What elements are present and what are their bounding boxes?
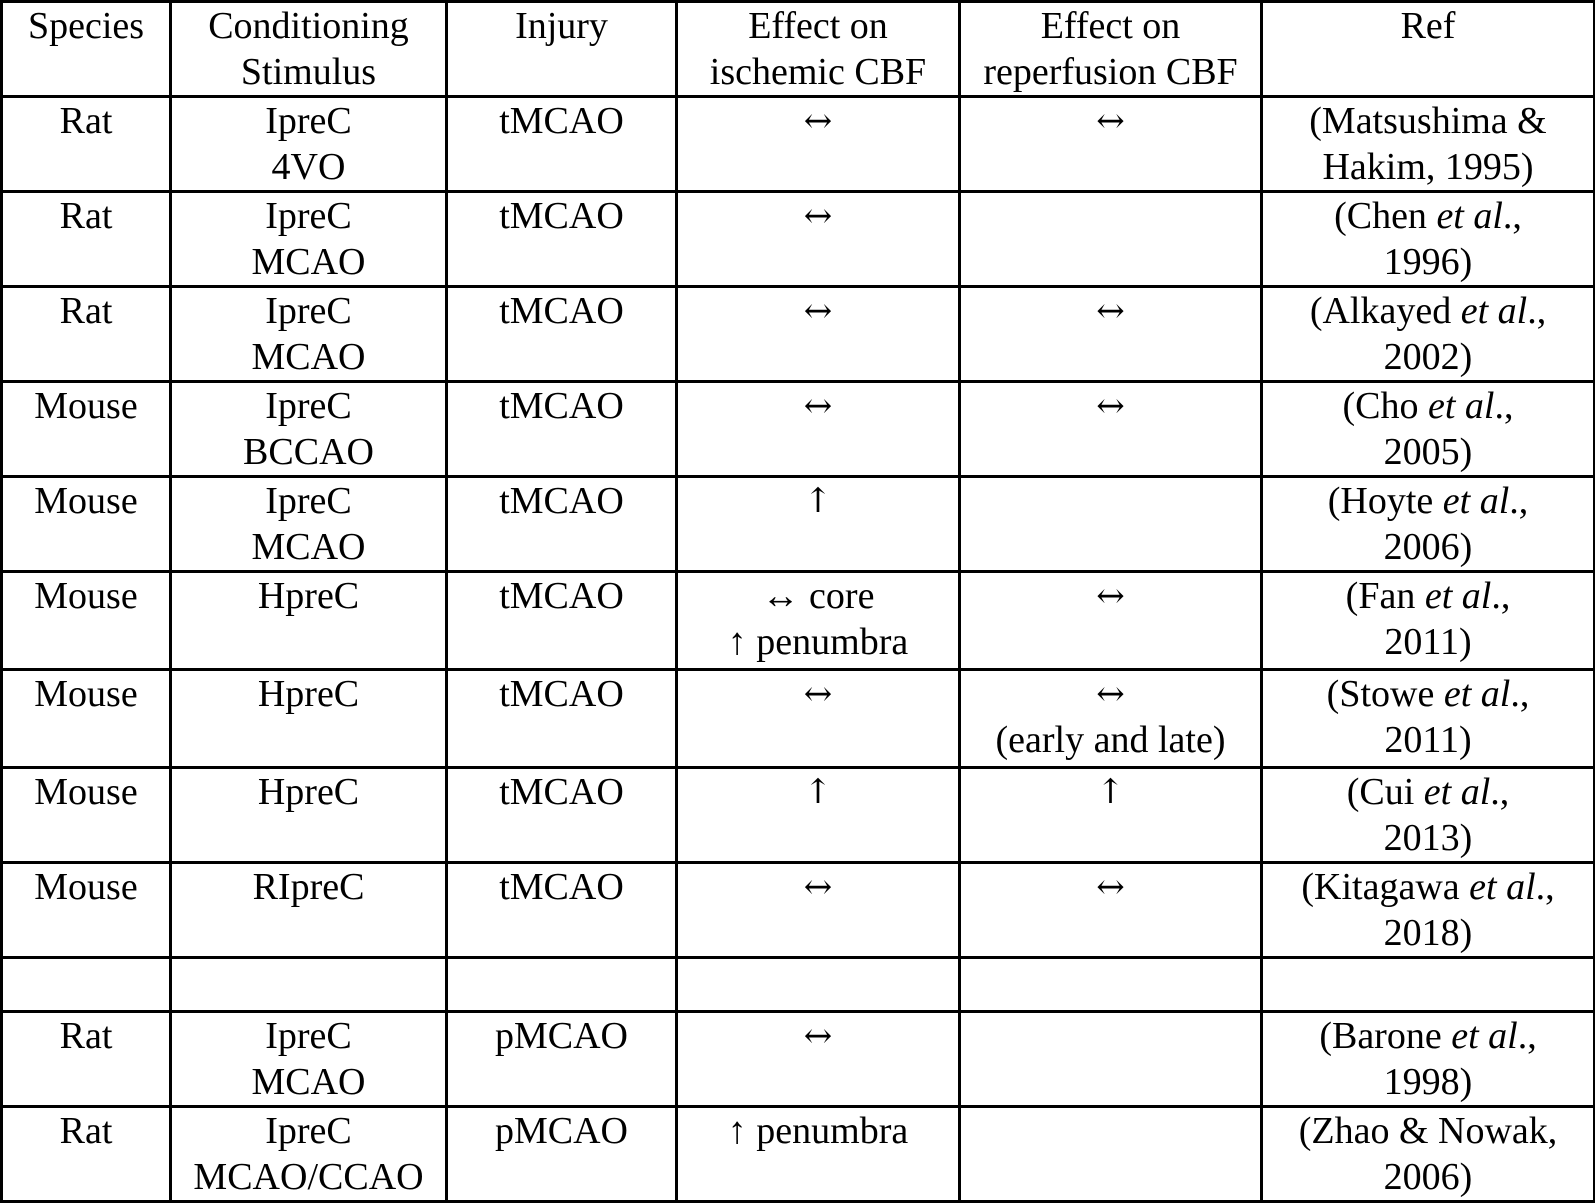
cell-ref	[1262, 382, 1595, 477]
ref-line-1	[1267, 1108, 1589, 1154]
cell-ischemic-cbf	[677, 863, 960, 958]
cell-line: tMCAO	[499, 385, 624, 427]
cell-line: ↔	[803, 1016, 833, 1056]
cell-ref	[1262, 572, 1595, 670]
ref-authors: (Kitagawa	[1301, 866, 1470, 908]
ref-line-1	[1267, 288, 1589, 334]
header-row	[2, 2, 1595, 97]
cell-line: tMCAO	[499, 575, 624, 617]
cell-line: Mouse	[34, 673, 138, 715]
cell-reperfusion-cbf	[960, 382, 1262, 477]
table-row	[2, 958, 1595, 1012]
ref-punct: .,	[1490, 771, 1510, 813]
ref-authors: (Alkayed	[1309, 290, 1461, 332]
cell-line: Mouse	[34, 385, 138, 427]
ref-line-1	[1267, 98, 1589, 144]
cell-ref	[1262, 477, 1595, 572]
cell-reperfusion-cbf	[960, 958, 1262, 1012]
table-row	[2, 863, 1595, 958]
cell-ischemic-cbf	[677, 97, 960, 192]
cell-line: tMCAO	[499, 100, 624, 142]
cell-line: pMCAO	[494, 1015, 629, 1057]
cell-ref	[1262, 287, 1595, 382]
cell-species	[2, 1107, 171, 1202]
ref-line-2: 2013)	[1383, 817, 1473, 859]
ref-et-al: et al	[1428, 385, 1495, 427]
ref-et-al: et al	[1424, 575, 1492, 617]
cell-line: Rat	[59, 1110, 113, 1152]
cell-ischemic-cbf	[677, 287, 960, 382]
header-line: Effect on	[1040, 5, 1181, 47]
cell-line: tMCAO	[499, 866, 624, 908]
header-reperfusion-cbf	[960, 2, 1262, 97]
ref-line-2: 2002)	[1383, 336, 1473, 378]
table-row	[2, 192, 1595, 287]
ref-punct: .,	[1494, 385, 1514, 427]
ref-line-1	[1267, 1013, 1589, 1059]
cell-line: MCAO	[251, 526, 366, 568]
ref-authors: (Matsushima &	[1309, 100, 1547, 142]
ref-authors: (Cho	[1342, 385, 1428, 427]
cell-ref	[1262, 863, 1595, 958]
cell-injury	[447, 670, 677, 768]
cell-reperfusion-cbf	[960, 572, 1262, 670]
cell-injury	[447, 1012, 677, 1107]
cell-line: tMCAO	[499, 771, 624, 813]
ref-punct: .,	[1491, 575, 1511, 617]
header-ischemic-cbf	[677, 2, 960, 97]
cell-stimulus	[171, 1107, 447, 1202]
cell-injury	[447, 768, 677, 863]
cell-injury	[447, 477, 677, 572]
cell-species	[2, 863, 171, 958]
cell-stimulus	[171, 1012, 447, 1107]
header-injury	[447, 2, 677, 97]
cell-ref	[1262, 958, 1595, 1012]
cell-line: ↔	[803, 867, 833, 907]
header-species	[2, 2, 171, 97]
cell-line: IpreC	[265, 1110, 352, 1152]
ref-line-1	[1267, 383, 1589, 429]
cell-stimulus	[171, 572, 447, 670]
cell-stimulus	[171, 382, 447, 477]
cell-line: Rat	[59, 290, 113, 332]
cell-line: IpreC	[265, 1015, 352, 1057]
cell-line: HpreC	[257, 673, 360, 715]
table-row	[2, 97, 1595, 192]
header-line: Injury	[515, 5, 608, 47]
cell-stimulus	[171, 287, 447, 382]
cell-injury	[447, 1107, 677, 1202]
cell-species	[2, 958, 171, 1012]
ref-line-2: Hakim, 1995)	[1322, 146, 1534, 188]
cell-line: IpreC	[265, 195, 352, 237]
cell-line: HpreC	[257, 771, 360, 813]
cell-line: Mouse	[34, 575, 138, 617]
cell-ischemic-cbf	[677, 192, 960, 287]
ref-punct: .,	[1510, 673, 1530, 715]
header-line: reperfusion CBF	[983, 51, 1238, 93]
ref-authors: (Hoyte	[1327, 480, 1443, 522]
ref-authors: (Fan	[1345, 575, 1425, 617]
cell-ref	[1262, 1107, 1595, 1202]
table-row	[2, 572, 1595, 670]
cell-line: (early and late)	[995, 719, 1226, 761]
cell-line: tMCAO	[499, 195, 624, 237]
header-line: Conditioning	[208, 5, 409, 47]
cell-ischemic-cbf	[677, 572, 960, 670]
cell-reperfusion-cbf	[960, 1107, 1262, 1202]
ref-line-2: 2018)	[1383, 912, 1473, 954]
cell-reperfusion-cbf	[960, 477, 1262, 572]
cell-reperfusion-cbf	[960, 1012, 1262, 1107]
ref-line-2: 1996)	[1383, 241, 1473, 283]
cell-line: Mouse	[34, 480, 138, 522]
cell-line: ↔	[803, 386, 833, 426]
cell-line: Rat	[59, 1015, 113, 1057]
cell-ischemic-cbf	[677, 1012, 960, 1107]
table-row	[2, 670, 1595, 768]
ref-authors: (Cui	[1346, 771, 1424, 813]
cell-stimulus	[171, 670, 447, 768]
cell-line: pMCAO	[494, 1110, 629, 1152]
cell-ref	[1262, 1012, 1595, 1107]
cell-reperfusion-cbf	[960, 97, 1262, 192]
ref-punct: .,	[1527, 290, 1547, 332]
cell-species	[2, 97, 171, 192]
cell-line: MCAO	[251, 241, 366, 283]
ref-punct: .,	[1535, 866, 1555, 908]
cell-line: tMCAO	[499, 673, 624, 715]
cell-injury	[447, 287, 677, 382]
cell-line: HpreC	[257, 575, 360, 617]
ref-et-al: et al	[1451, 1015, 1518, 1057]
cell-line: Mouse	[34, 771, 138, 813]
ref-et-al: et al	[1436, 195, 1503, 237]
cell-stimulus	[171, 477, 447, 572]
ref-line-2: 1998)	[1383, 1061, 1473, 1103]
ref-line-2: 2006)	[1383, 1156, 1473, 1198]
cell-line: ↑ penumbra	[727, 621, 909, 663]
cell-injury	[447, 572, 677, 670]
cell-ischemic-cbf	[677, 958, 960, 1012]
cell-line: ↑ penumbra	[727, 1110, 909, 1152]
cell-species	[2, 287, 171, 382]
cell-line: ↔	[1096, 386, 1125, 426]
header-line: Stimulus	[240, 51, 377, 93]
cell-ref	[1262, 670, 1595, 768]
cell-injury	[447, 382, 677, 477]
cell-stimulus	[171, 863, 447, 958]
cell-ischemic-cbf	[677, 768, 960, 863]
ref-line-1	[1267, 573, 1589, 619]
table-row	[2, 1107, 1595, 1202]
cell-stimulus	[171, 192, 447, 287]
cell-line: MCAO	[251, 336, 366, 378]
ref-line-1	[1267, 671, 1589, 717]
cell-line: ↔	[1096, 674, 1125, 714]
cell-reperfusion-cbf	[960, 768, 1262, 863]
cell-ref	[1262, 768, 1595, 863]
cell-line: Rat	[59, 195, 113, 237]
cell-line: tMCAO	[499, 290, 624, 332]
cell-line: Mouse	[34, 866, 138, 908]
ref-et-al: et al	[1423, 771, 1491, 813]
ref-authors: (Zhao & Nowak,	[1298, 1110, 1558, 1152]
table-row	[2, 768, 1595, 863]
cell-line: IpreC	[265, 100, 352, 142]
cell-ischemic-cbf	[677, 382, 960, 477]
cell-injury	[447, 863, 677, 958]
cell-species	[2, 192, 171, 287]
cell-line: ↑	[803, 772, 833, 812]
ref-line-1	[1267, 478, 1589, 524]
header-ref	[1262, 2, 1595, 97]
cell-line: tMCAO	[499, 480, 624, 522]
ref-authors: (Chen	[1334, 195, 1437, 237]
cell-line: ↑	[1096, 772, 1125, 812]
cell-line: ↔	[803, 101, 833, 141]
cell-ischemic-cbf	[677, 1107, 960, 1202]
ref-punct: .,	[1509, 480, 1529, 522]
cell-injury	[447, 958, 677, 1012]
cell-ref	[1262, 97, 1595, 192]
cell-line: BCCAO	[243, 431, 374, 473]
cell-line: MCAO/CCAO	[193, 1156, 424, 1198]
cell-line: ↔	[803, 291, 833, 331]
cell-line: ↔	[1096, 101, 1125, 141]
header-line: Ref	[1400, 5, 1456, 47]
ref-line-2: 2011)	[1384, 621, 1472, 663]
cell-injury	[447, 97, 677, 192]
ref-authors: (Stowe	[1326, 673, 1444, 715]
ref-et-al: et al	[1442, 480, 1510, 522]
ref-punct: .,	[1517, 1015, 1537, 1057]
ref-et-al: et al	[1443, 673, 1511, 715]
cell-line: ↑	[803, 481, 833, 521]
cell-reperfusion-cbf	[960, 192, 1262, 287]
cell-line: ↔	[1096, 291, 1125, 331]
cell-line: MCAO	[251, 1061, 366, 1103]
cell-ischemic-cbf	[677, 477, 960, 572]
ref-et-al: et al	[1469, 866, 1536, 908]
ref-authors: (Barone	[1319, 1015, 1452, 1057]
cell-reperfusion-cbf	[960, 863, 1262, 958]
cell-line: 4VO	[271, 146, 346, 188]
table-row	[2, 382, 1595, 477]
cell-stimulus	[171, 958, 447, 1012]
cell-species	[2, 572, 171, 670]
cell-species	[2, 670, 171, 768]
ref-line-1	[1267, 193, 1589, 239]
cell-stimulus	[171, 97, 447, 192]
cell-line: IpreC	[265, 385, 352, 427]
ref-line-2: 2006)	[1383, 526, 1473, 568]
cell-line: Rat	[59, 100, 113, 142]
ref-et-al: et al	[1460, 290, 1528, 332]
cell-line: ↔	[1096, 576, 1125, 616]
table-row	[2, 287, 1595, 382]
cell-reperfusion-cbf	[960, 287, 1262, 382]
cell-line: ↔	[803, 674, 833, 714]
ref-line-1	[1267, 769, 1589, 815]
header-conditioning-stimulus	[171, 2, 447, 97]
cell-line: ↔ core	[761, 575, 875, 617]
cell-ref	[1262, 192, 1595, 287]
ref-line-2: 2005)	[1383, 431, 1473, 473]
ref-punct: .,	[1502, 195, 1522, 237]
cell-species	[2, 768, 171, 863]
header-line: Species	[27, 5, 145, 47]
cell-line: IpreC	[265, 480, 352, 522]
cell-injury	[447, 192, 677, 287]
header-line: Effect on	[748, 5, 888, 47]
cell-line: IpreC	[265, 290, 352, 332]
ref-line-1	[1267, 864, 1589, 910]
cell-line: ↔	[1096, 867, 1125, 907]
table-body	[2, 97, 1595, 1202]
table-row	[2, 1012, 1595, 1107]
cell-species	[2, 477, 171, 572]
cell-species	[2, 1012, 171, 1107]
cell-line: RIpreC	[252, 866, 365, 908]
header-line: ischemic CBF	[709, 51, 927, 93]
table-row	[2, 477, 1595, 572]
cell-line: ↔	[803, 196, 833, 236]
cell-stimulus	[171, 768, 447, 863]
cell-species	[2, 382, 171, 477]
ref-line-2: 2011)	[1384, 719, 1472, 761]
cell-reperfusion-cbf	[960, 670, 1262, 768]
cell-ischemic-cbf	[677, 670, 960, 768]
